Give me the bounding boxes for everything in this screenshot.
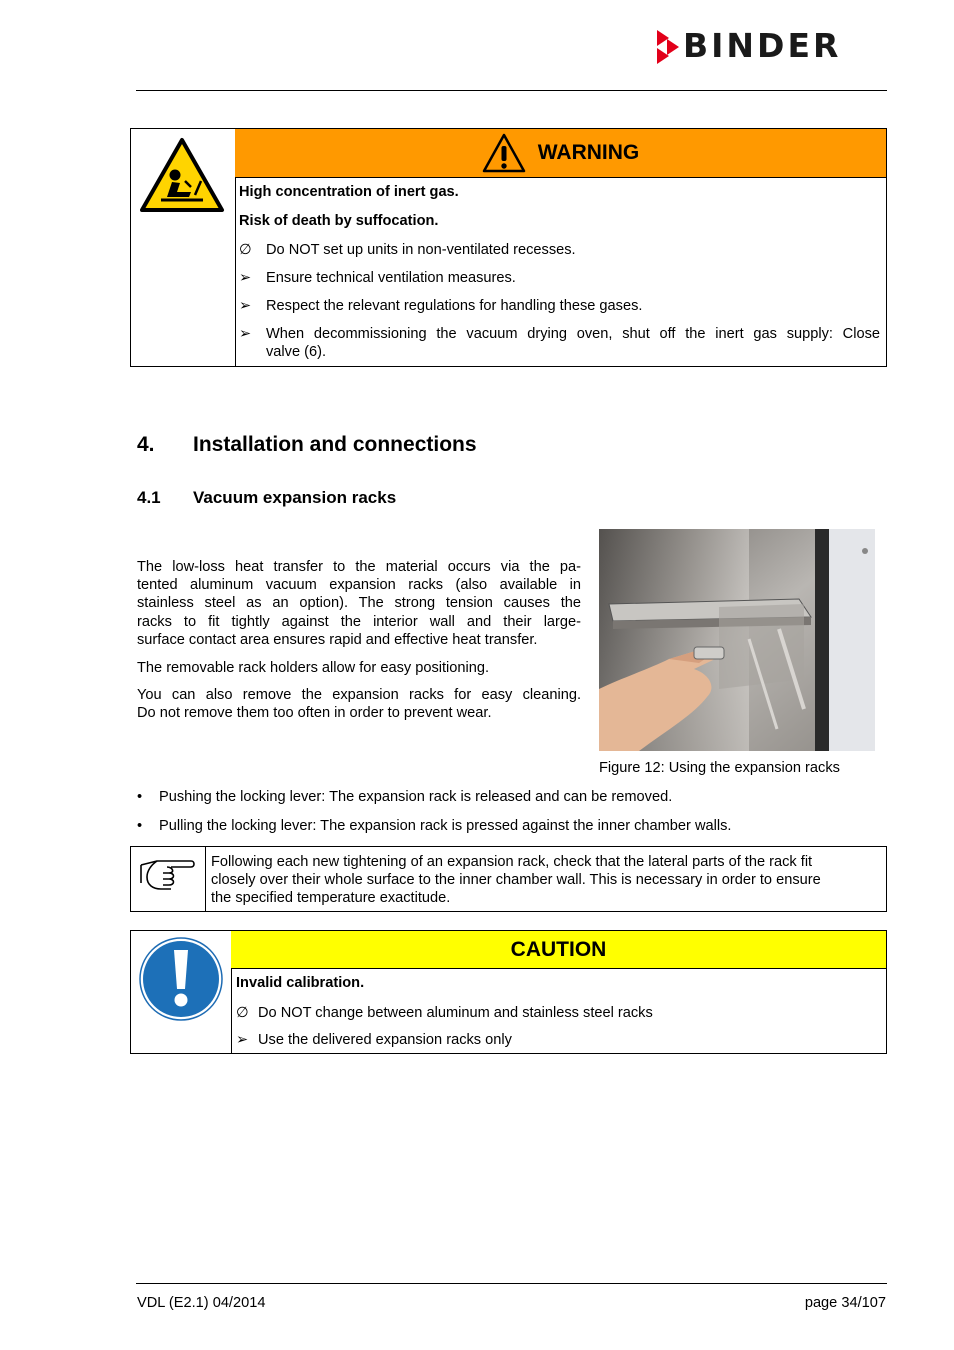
paragraph-heat-transfer: The low-loss heat transfer to the material occurs via the pa- tented aluminum vacuum expansion racks (also available in stainless steel as an option). The strong tension causes the racks to fit tightly against the interior wall and their large- surface contact area ensures rapid and effective heat transfer. bbox=[137, 559, 581, 648]
brand-mark-icon bbox=[655, 30, 681, 64]
warning-line-1: High concentration of inert gas. bbox=[239, 184, 459, 200]
warning-item-3: ➢ Respect the relevant regulations for handling these gases. bbox=[239, 298, 643, 314]
warning-triangle-icon bbox=[482, 133, 526, 173]
arrow-bullet-icon: ➢ bbox=[239, 326, 252, 342]
bullet-dot: • bbox=[137, 818, 143, 834]
prohibition-symbol: ∅ bbox=[236, 1005, 249, 1021]
warning-banner bbox=[235, 129, 886, 178]
caution-title: CAUTION bbox=[510, 937, 607, 961]
footer-rule bbox=[136, 1283, 887, 1284]
mandatory-exclamation-icon bbox=[138, 936, 224, 1022]
binder-logo bbox=[655, 26, 887, 65]
note-icon-cell bbox=[131, 847, 206, 911]
caution-line-1: Invalid calibration. bbox=[236, 975, 365, 991]
note-box bbox=[130, 846, 887, 912]
section-number: 4. bbox=[137, 433, 155, 456]
section-title: Installation and connections bbox=[193, 433, 477, 456]
note-text: Following each new tightening of an expansion rack, check that the lateral parts of the rack fit closely over their whole surface to the inner chamber wall. This is necessary in order to ensure the specified temperature exactitude. bbox=[211, 854, 821, 907]
footer-page-number: page 34/107 bbox=[804, 1295, 886, 1311]
warning-item-1: ∅ Do NOT set up units in non-ventilated recesses. bbox=[239, 242, 576, 258]
pointing-hand-icon bbox=[137, 853, 197, 893]
bullet-dot: • bbox=[137, 789, 143, 805]
caution-item-1: ∅ Do NOT change between aluminum and stainless steel racks bbox=[236, 1005, 653, 1021]
caution-banner bbox=[231, 931, 886, 969]
warning-line-2: Risk of death by suffocation. bbox=[239, 213, 439, 229]
brand-name: BINDER bbox=[683, 26, 842, 65]
figure-caption: Figure 12: Using the expansion racks bbox=[599, 760, 840, 776]
caution-icon-cell bbox=[131, 931, 232, 1053]
footer-document-id: VDL (E2.1) 04/2014 bbox=[137, 1295, 266, 1311]
suffocation-hazard-icon bbox=[139, 137, 225, 213]
header-rule bbox=[136, 90, 887, 91]
subsection-title: Vacuum expansion racks bbox=[193, 488, 397, 507]
warning-item-2: ➢ Ensure technical ventilation measures. bbox=[239, 270, 516, 286]
subsection-number: 4.1 bbox=[137, 488, 161, 507]
arrow-bullet-icon: ➢ bbox=[239, 270, 252, 286]
prohibition-symbol: ∅ bbox=[239, 242, 252, 258]
caution-box bbox=[130, 930, 887, 1054]
warning-title: WARNING bbox=[537, 141, 640, 164]
warning-icon-cell bbox=[131, 129, 236, 366]
paragraph-rack-holders: The removable rack holders allow for easy positioning. bbox=[137, 660, 490, 676]
warning-box bbox=[130, 128, 887, 367]
caution-item-2: ➢ Use the delivered expansion racks only bbox=[236, 1032, 512, 1048]
arrow-bullet-icon: ➢ bbox=[236, 1032, 249, 1048]
warning-item-4: ➢ When decommissioning the vacuum drying oven, shut off the inert gas supply: Close valve (6). bbox=[239, 326, 880, 360]
paragraph-cleaning: You can also remove the expansion racks for easy cleaning. Do not remove them too often in order to prevent wear. bbox=[137, 687, 581, 722]
arrow-bullet-icon: ➢ bbox=[239, 298, 252, 314]
expansion-rack-photo bbox=[599, 529, 875, 751]
